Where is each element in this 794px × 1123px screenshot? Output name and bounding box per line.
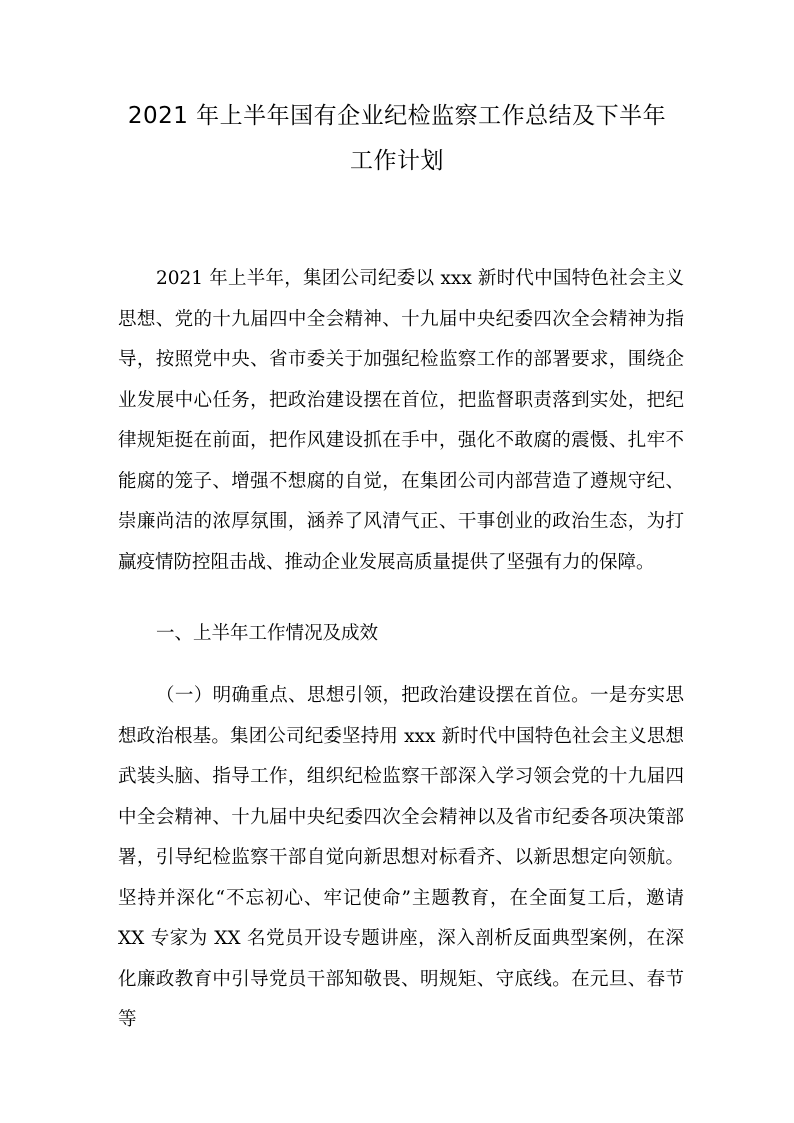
title-line-1: 2021 年上半年国有企业纪检监察工作总结及下半年 — [127, 103, 667, 129]
document-title — [100, 94, 694, 184]
section-1-paragraph: （一）明确重点、思想引领，把政治建设摆在首位。一是夯实思想政治根基。集团公司纪委坚持用 xxx 新时代中国特色社会主义思想武装头脑、指导工作，组织纪检监察干部深入学习领会党的十九届四中全会精神、十九届中央纪委四次全会精神以及省市纪委各项决策部署，引导纪检监察干部自觉向新思想对标看齐、以新思想定向领航。坚持并深化“不忘初心、牢记使命”主题教育，在全面复工后，邀请 XX 专家为 XX 名党员开设专题讲座，深入剖析反面典型案例，在深化廉政教育中引导党员干部知敬畏、明规矩、守底线。在元旦、春节等 — [118, 685, 684, 1030]
intro-paragraph: 2021 年上半年，集团公司纪委以 xxx 新时代中国特色社会主义思想、党的十九届四中全会精神、十九届中央纪委四次全会精神为指导，按照党中央、省市委关于加强纪检监察工作的部署要求，围绕企业发展中心任务，把政治建设摆在首位，把监督职责落到实处，把纪律规矩挺在前面，把作风建设抓在手中，强化不敢腐的震慑、扎牢不能腐的笼子、增强不想腐的自觉，在集团公司内部营造了遵规守纪、崇廉尚洁的浓厚氛围，涵养了风清气正、干事创业的政治生态，为打赢疫情防控阻击战、推动企业发展高质量提供了坚强有力的保障。 — [118, 268, 684, 573]
section-heading-1: 一、上半年工作情况及成效 — [156, 623, 379, 644]
title-line-2: 工作计划 — [350, 148, 444, 174]
